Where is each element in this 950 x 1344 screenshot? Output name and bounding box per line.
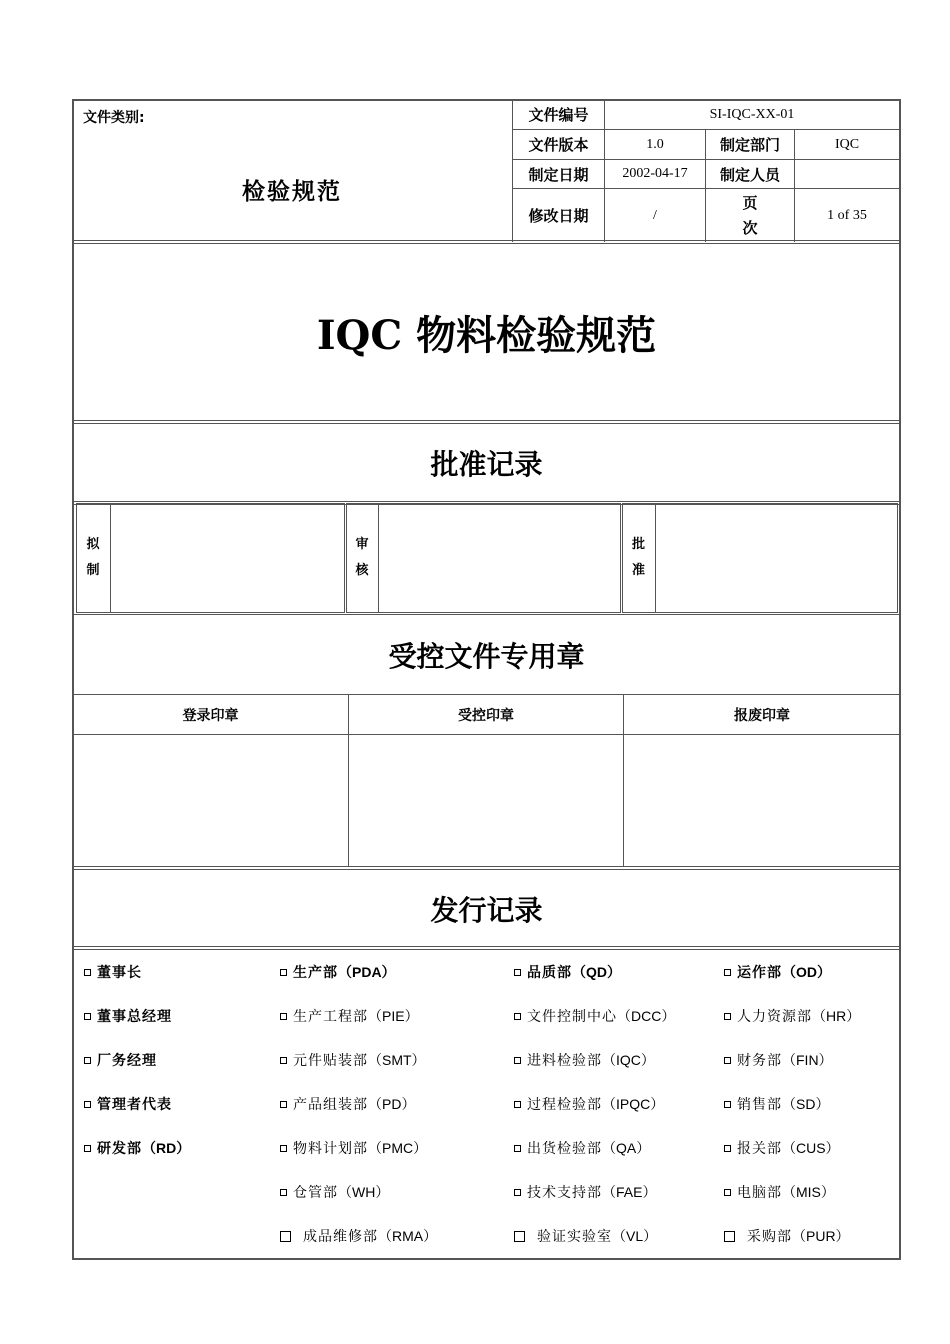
- doc-number-label: 文件编号: [528, 106, 589, 124]
- doc-number-value: SI-IQC-XX-01: [709, 106, 795, 122]
- checkbox-icon[interactable]: [514, 1231, 525, 1242]
- distribution-item-name: 董事长: [97, 965, 142, 981]
- distribution-item-name: 进料检验部: [527, 1053, 602, 1069]
- distribution-item[interactable]: [724, 1007, 860, 1025]
- distribution-item-name: 管理者代表: [97, 1097, 172, 1113]
- distribution-item-code: （DCC）: [617, 1008, 676, 1024]
- distribution-item-code: （MIS）: [782, 1184, 835, 1200]
- distribution-item-name: 财务部: [737, 1053, 782, 1069]
- page-label-line2: 次: [742, 218, 758, 237]
- distribution-item-name: 成品维修部: [303, 1229, 378, 1245]
- distribution-item-name: 报关部: [737, 1141, 782, 1157]
- checkbox-icon[interactable]: [724, 1101, 731, 1108]
- stamp-login-label: 登录印章: [182, 707, 239, 724]
- distribution-item[interactable]: [84, 1051, 157, 1069]
- checkbox-icon[interactable]: [84, 1013, 91, 1020]
- distribution-item[interactable]: [514, 1139, 650, 1157]
- distribution-item-name: 运作部: [737, 965, 782, 981]
- modified-date-value: /: [653, 207, 657, 223]
- checkbox-icon[interactable]: [514, 1057, 521, 1064]
- distribution-item[interactable]: [280, 1227, 437, 1245]
- distribution-item[interactable]: [724, 1051, 833, 1069]
- checkbox-icon[interactable]: [280, 969, 287, 976]
- distribution-item-name: 出货检验部: [527, 1141, 602, 1157]
- distribution-item[interactable]: [84, 1095, 172, 1113]
- distribution-item-code: （QD）: [572, 964, 621, 980]
- reviewer-label: 审 核: [355, 537, 369, 578]
- stamp-controlled-label: 受控印章: [458, 707, 514, 724]
- distribution-item[interactable]: [514, 963, 621, 981]
- checkbox-icon[interactable]: [84, 1057, 91, 1064]
- distribution-item[interactable]: [84, 1139, 190, 1157]
- created-date-label: 制定日期: [528, 165, 589, 184]
- approval-box-drafter: [76, 503, 345, 613]
- distribution-item-code: （PMC）: [368, 1140, 428, 1156]
- distribution-item[interactable]: [514, 1227, 657, 1245]
- distribution-item[interactable]: [514, 1007, 675, 1025]
- distribution-item-code: （RD）: [142, 1140, 191, 1156]
- checkbox-icon[interactable]: [724, 1057, 731, 1064]
- checkbox-icon[interactable]: [724, 1145, 731, 1152]
- distribution-item-code: （IQC）: [602, 1052, 655, 1068]
- distribution-item-name: 研发部: [97, 1141, 142, 1157]
- checkbox-icon[interactable]: [514, 1013, 521, 1020]
- distribution-item[interactable]: [514, 1051, 655, 1069]
- checkbox-icon[interactable]: [514, 969, 521, 976]
- distribution-item-name: 文件控制中心: [527, 1009, 617, 1025]
- created-date-value: 2002-04-17: [622, 166, 688, 181]
- distribution-item-name: 元件贴装部: [293, 1053, 368, 1069]
- distribution-item[interactable]: [280, 963, 396, 981]
- page-label-line1: 页: [742, 193, 758, 212]
- checkbox-icon[interactable]: [280, 1101, 287, 1108]
- distribution-item-name: 采购部: [747, 1229, 792, 1245]
- distribution-item-code: （QA）: [602, 1140, 651, 1156]
- checkbox-icon[interactable]: [280, 1145, 287, 1152]
- doc-version-value: 1.0: [646, 136, 664, 152]
- distribution-item-name: 电脑部: [737, 1185, 782, 1201]
- distribution-item-name: 验证实验室: [537, 1229, 612, 1245]
- distribution-item-code: （HR）: [812, 1008, 861, 1024]
- stamp-scrap-label: 报废印章: [734, 707, 790, 724]
- checkbox-icon[interactable]: [84, 1101, 91, 1108]
- checkbox-icon[interactable]: [724, 1189, 731, 1196]
- modified-date-label: 修改日期: [528, 207, 589, 225]
- approval-title: 批准记录: [430, 448, 543, 481]
- checkbox-icon[interactable]: [84, 969, 91, 976]
- checkbox-icon[interactable]: [724, 1231, 735, 1242]
- distribution-item-name: 产品组装部: [293, 1097, 368, 1113]
- distribution-item-name: 品质部: [527, 965, 572, 981]
- distribution-item-code: （FIN）: [782, 1052, 833, 1068]
- distribution-title: 发行记录: [430, 893, 543, 927]
- distribution-item[interactable]: [724, 1095, 829, 1113]
- page-label: [706, 189, 794, 242]
- category-label: 文件类别:: [83, 110, 145, 126]
- distribution-item-code: （FAE）: [602, 1184, 657, 1200]
- distribution-item[interactable]: [724, 1139, 840, 1157]
- distribution-item-code: （PIE）: [368, 1008, 419, 1024]
- checkbox-icon[interactable]: [724, 1013, 731, 1020]
- approval-box-reviewer: [346, 503, 621, 613]
- checkbox-icon[interactable]: [84, 1145, 91, 1152]
- checkbox-icon[interactable]: [514, 1101, 521, 1108]
- checkbox-icon[interactable]: [280, 1057, 287, 1064]
- distribution-item-name: 人力资源部: [737, 1009, 812, 1025]
- distribution-item[interactable]: [724, 1183, 835, 1201]
- doc-version-label: 文件版本: [528, 136, 589, 154]
- distribution-item[interactable]: [280, 1139, 427, 1157]
- distribution-item[interactable]: [280, 1095, 415, 1113]
- distribution-item-name: 生产部: [293, 965, 338, 981]
- distribution-item-code: （SD）: [782, 1096, 830, 1112]
- distribution-item[interactable]: [514, 1095, 664, 1113]
- approval-box-approver: [622, 503, 898, 613]
- distribution-item[interactable]: [280, 1183, 389, 1201]
- distribution-item-name: 销售部: [737, 1097, 782, 1113]
- distribution-item-name: 技术支持部: [527, 1185, 602, 1201]
- checkbox-icon[interactable]: [724, 969, 731, 976]
- distribution-item-code: （IPQC）: [602, 1096, 665, 1112]
- distribution-item-code: （OD）: [782, 964, 831, 980]
- checkbox-icon[interactable]: [514, 1145, 521, 1152]
- distribution-item-name: 生产工程部: [293, 1009, 368, 1025]
- distribution-item-code: （RMA）: [378, 1228, 438, 1244]
- distribution-item-code: （PUR）: [792, 1228, 850, 1244]
- drafter-label: 拟 制: [86, 537, 100, 578]
- main-title: IQC 物料检验规范: [316, 311, 657, 359]
- distribution-item-name: 董事总经理: [97, 1009, 172, 1025]
- distribution-item[interactable]: [84, 963, 142, 981]
- distribution-item-code: （WH）: [338, 1184, 390, 1200]
- checkbox-icon[interactable]: [280, 1189, 287, 1196]
- distribution-item-code: （CUS）: [782, 1140, 840, 1156]
- checkbox-icon[interactable]: [280, 1013, 287, 1020]
- distribution-item-code: （SMT）: [368, 1052, 426, 1068]
- distribution-item[interactable]: [280, 1007, 419, 1025]
- distribution-item[interactable]: [514, 1183, 656, 1201]
- distribution-item[interactable]: [724, 963, 831, 981]
- distribution-item-code: （PDA）: [338, 964, 396, 980]
- checkbox-icon[interactable]: [514, 1189, 521, 1196]
- approver-label: 批 准: [631, 537, 645, 578]
- distribution-item[interactable]: [84, 1007, 172, 1025]
- distribution-item-name: 物料计划部: [293, 1141, 368, 1157]
- dept-value: IQC: [834, 136, 860, 152]
- author-label: 制定人员: [719, 165, 780, 184]
- distribution-item-code: （PD）: [368, 1096, 416, 1112]
- page-value: 1 of 35: [827, 207, 867, 223]
- distribution-item[interactable]: [280, 1051, 426, 1069]
- doc-type: 检验规范: [242, 177, 342, 205]
- distribution-item-name: 厂务经理: [97, 1053, 157, 1069]
- distribution-item-name: 仓管部: [293, 1185, 338, 1201]
- checkbox-icon[interactable]: [280, 1231, 291, 1242]
- author-value: [795, 160, 899, 188]
- stamps-title: 受控文件专用章: [388, 639, 585, 673]
- distribution-item[interactable]: [724, 1227, 850, 1245]
- distribution-item-name: 过程检验部: [527, 1097, 602, 1113]
- distribution-item-code: （VL）: [612, 1228, 658, 1244]
- dept-label: 制定部门: [719, 136, 780, 154]
